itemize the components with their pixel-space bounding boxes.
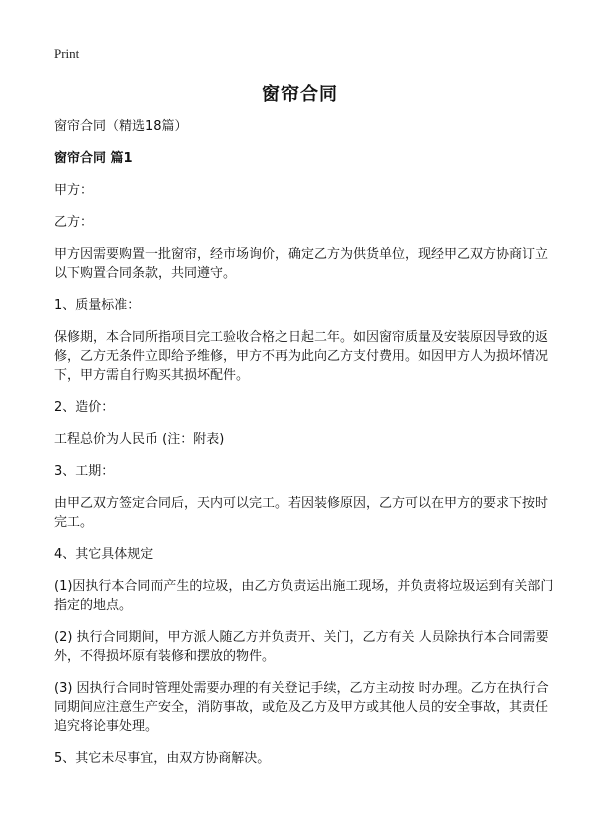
clause-quality-text: 保修期，本合同所指项目完工验收合格之日起二年。如因窗帘质量及安装原因导致的返修，乙方无条件立即给予维修，甲方不再为此向乙方支付费用。如因甲方人为损坏情况下，甲方需自行购买其损坏配件。 <box>54 330 549 383</box>
clause-other-item-3: (3) 因执行合同时管理处需要办理的有关登记手续，乙方主动按 时办理。乙方在执行合同期间应注意生产安全，消防事故，或危及乙方及甲方或其他人员的安全事故，其责任追究将论事处理。 <box>54 681 549 734</box>
clause-heading-other: 4、其它具体规定 <box>54 547 154 562</box>
document-body <box>54 117 554 781</box>
print-link[interactable]: Print <box>54 46 80 61</box>
party-a-line: 甲方： <box>54 183 94 198</box>
section-heading: 窗帘合同 篇1 <box>54 151 133 166</box>
clause-heading-price: 2、造价： <box>54 400 115 415</box>
clause-heading-schedule: 3、工期： <box>54 464 115 479</box>
clause-price-text: 工程总价为人民币 (注：附表) <box>54 432 225 447</box>
document-subtitle: 窗帘合同（精选18篇） <box>54 119 188 134</box>
clause-heading-quality: 1、质量标准： <box>54 298 141 313</box>
clause-other-item-1: (1)因执行本合同而产生的垃圾，由乙方负责运出施工现场，并负责将垃圾运到有关部门指定的地点。 <box>54 579 554 613</box>
clause-closing: 5、其它未尽事宜，由双方协商解决。 <box>54 751 271 766</box>
party-b-line: 乙方： <box>54 215 94 230</box>
document-title: 窗帘合同 <box>262 84 338 105</box>
clause-schedule-text: 由甲乙双方签定合同后，天内可以完工。若因装修原因，乙方可以在甲方的要求下按时完工。 <box>54 496 549 530</box>
intro-paragraph: 甲方因需要购置一批窗帘，经市场询价，确定乙方为供货单位，现经甲乙双方协商订立以下购置合同条款，共同遵守。 <box>54 247 549 281</box>
clause-other-item-2: (2) 执行合同期间，甲方派人随乙方并负责开、关门，乙方有关 人员除执行本合同需要外，不得损坏原有装修和摆放的物件。 <box>54 630 549 664</box>
